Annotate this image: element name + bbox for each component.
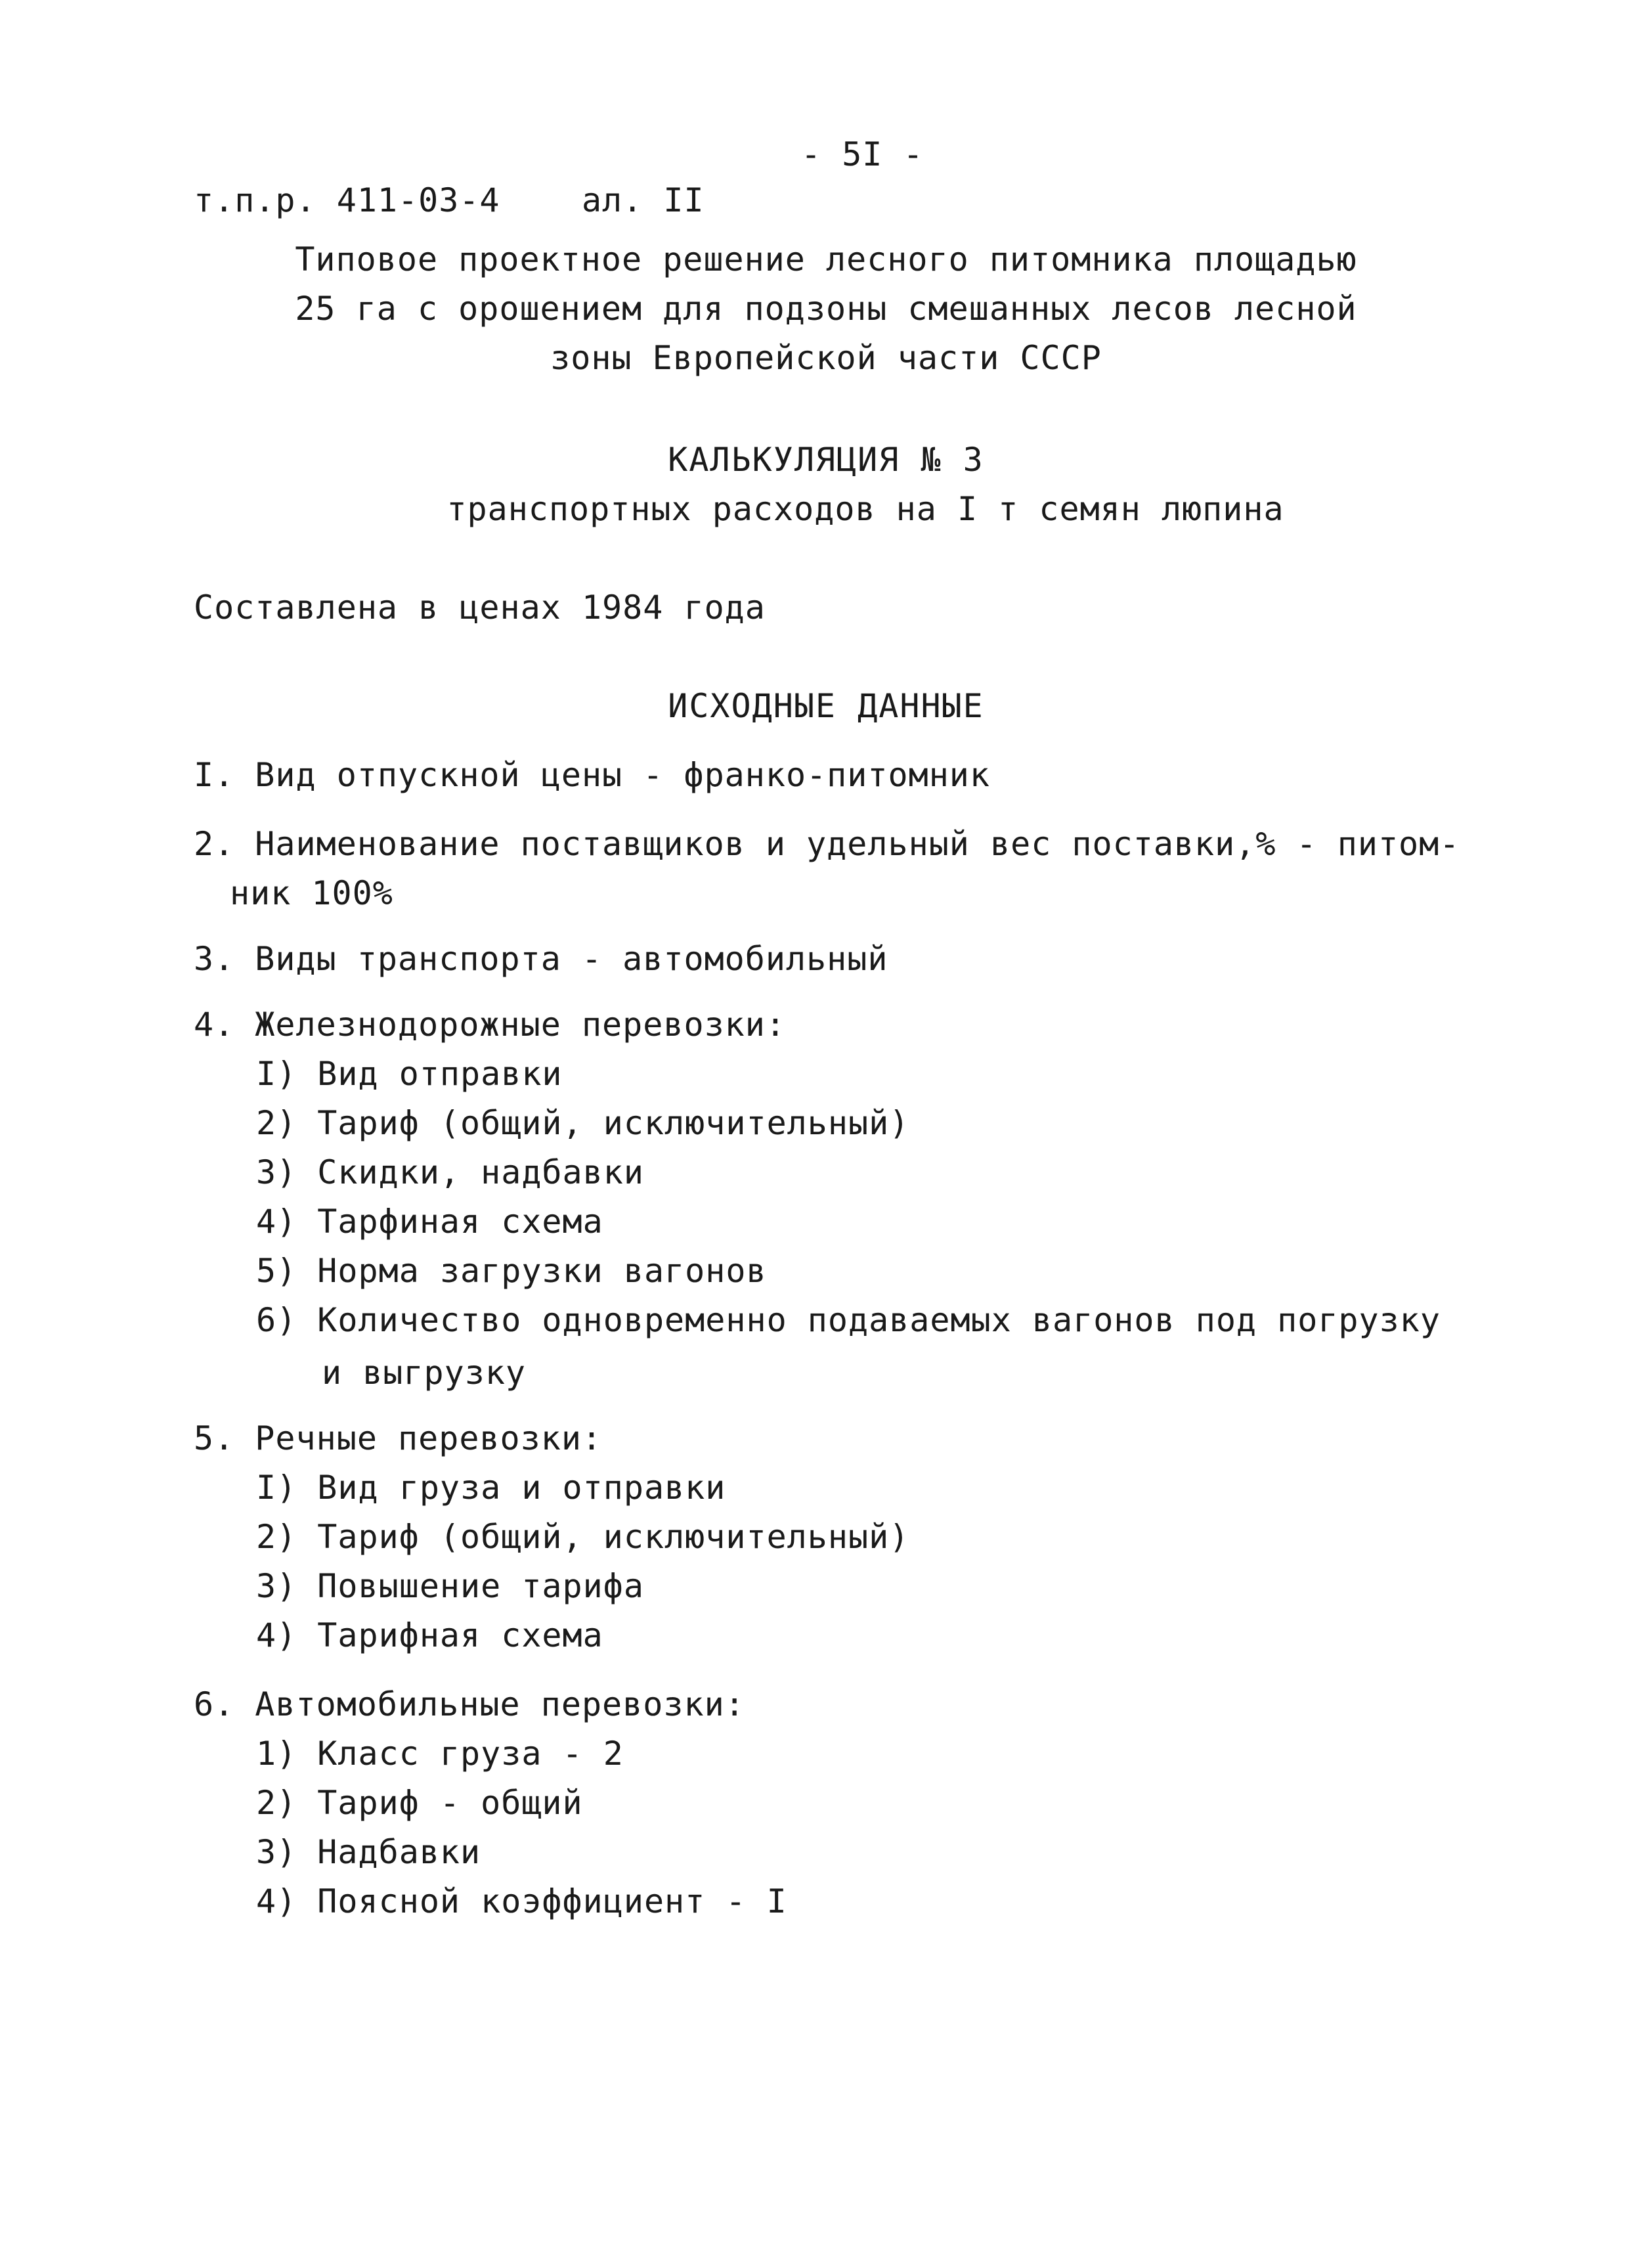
sub-item-6-1: 1) Класс груза - 2 — [256, 1735, 624, 1773]
list-item-6: 6. Автомобильные перевозки: — [194, 1685, 745, 1723]
sub-item-4-3: 3) Скидки, надбавки — [256, 1153, 644, 1191]
sub-item-6-3: 3) Надбавки — [256, 1833, 481, 1871]
compiled-prices-note: Составлена в ценах 1984 года — [194, 588, 766, 627]
sub-item-6-2: 2) Тариф - общий — [256, 1784, 583, 1822]
title-line-2: 25 га с орошением для подзоны смешанных лесов лесной — [295, 290, 1357, 328]
list-item-3: 3. Виды транспорта - автомобильный — [194, 940, 888, 978]
calculation-heading: КАЛЬКУЛЯЦИЯ № 3 — [668, 441, 984, 479]
list-item-4: 4. Железнодорожные перевозки: — [194, 1006, 786, 1044]
sub-item-4-4: 4) Тарфиная схема — [256, 1203, 603, 1241]
sub-item-5-1: I) Вид груза и отправки — [256, 1469, 726, 1507]
sub-item-4-2: 2) Тариф (общий, исключительный) — [256, 1104, 910, 1142]
title-line-1: Типовое проектное решение лесного питомника площадью — [295, 240, 1357, 278]
sub-item-5-2: 2) Тариф (общий, исключительный) — [256, 1518, 910, 1556]
section-heading: ИСХОДНЫЕ ДАННЫЕ — [668, 687, 984, 725]
list-item-2: 2. Наименование поставщиков и удельный вес поставки,% - питом- — [194, 825, 1460, 863]
list-item-2-continued: ник 100% — [230, 874, 393, 912]
sub-item-5-4: 4) Тарифная схема — [256, 1616, 603, 1654]
calculation-subtitle: транспортных расходов на I т семян люпина — [446, 490, 1284, 528]
sub-item-4-1: I) Вид отправки — [256, 1055, 563, 1093]
sub-item-5-3: 3) Повышение тарифа — [256, 1567, 644, 1605]
sub-item-4-6: 6) Количество одновременно подаваемых вагонов под погрузку — [256, 1301, 1441, 1339]
page-number: - 5I - — [801, 135, 924, 173]
list-item-5: 5. Речные перевозки: — [194, 1419, 603, 1457]
sub-item-6-4: 4) Поясной коэффициент - I — [256, 1882, 787, 1920]
document-reference: т.п.р. 411-03-4 ал. II — [194, 181, 705, 219]
list-item-1: I. Вид отпускной цены - франко-питомник — [194, 756, 990, 794]
sub-item-4-6-continued: и выгрузку — [322, 1354, 527, 1392]
title-line-3: зоны Европейской части СССР — [550, 339, 1102, 377]
sub-item-4-5: 5) Норма загрузки вагонов — [256, 1252, 767, 1290]
